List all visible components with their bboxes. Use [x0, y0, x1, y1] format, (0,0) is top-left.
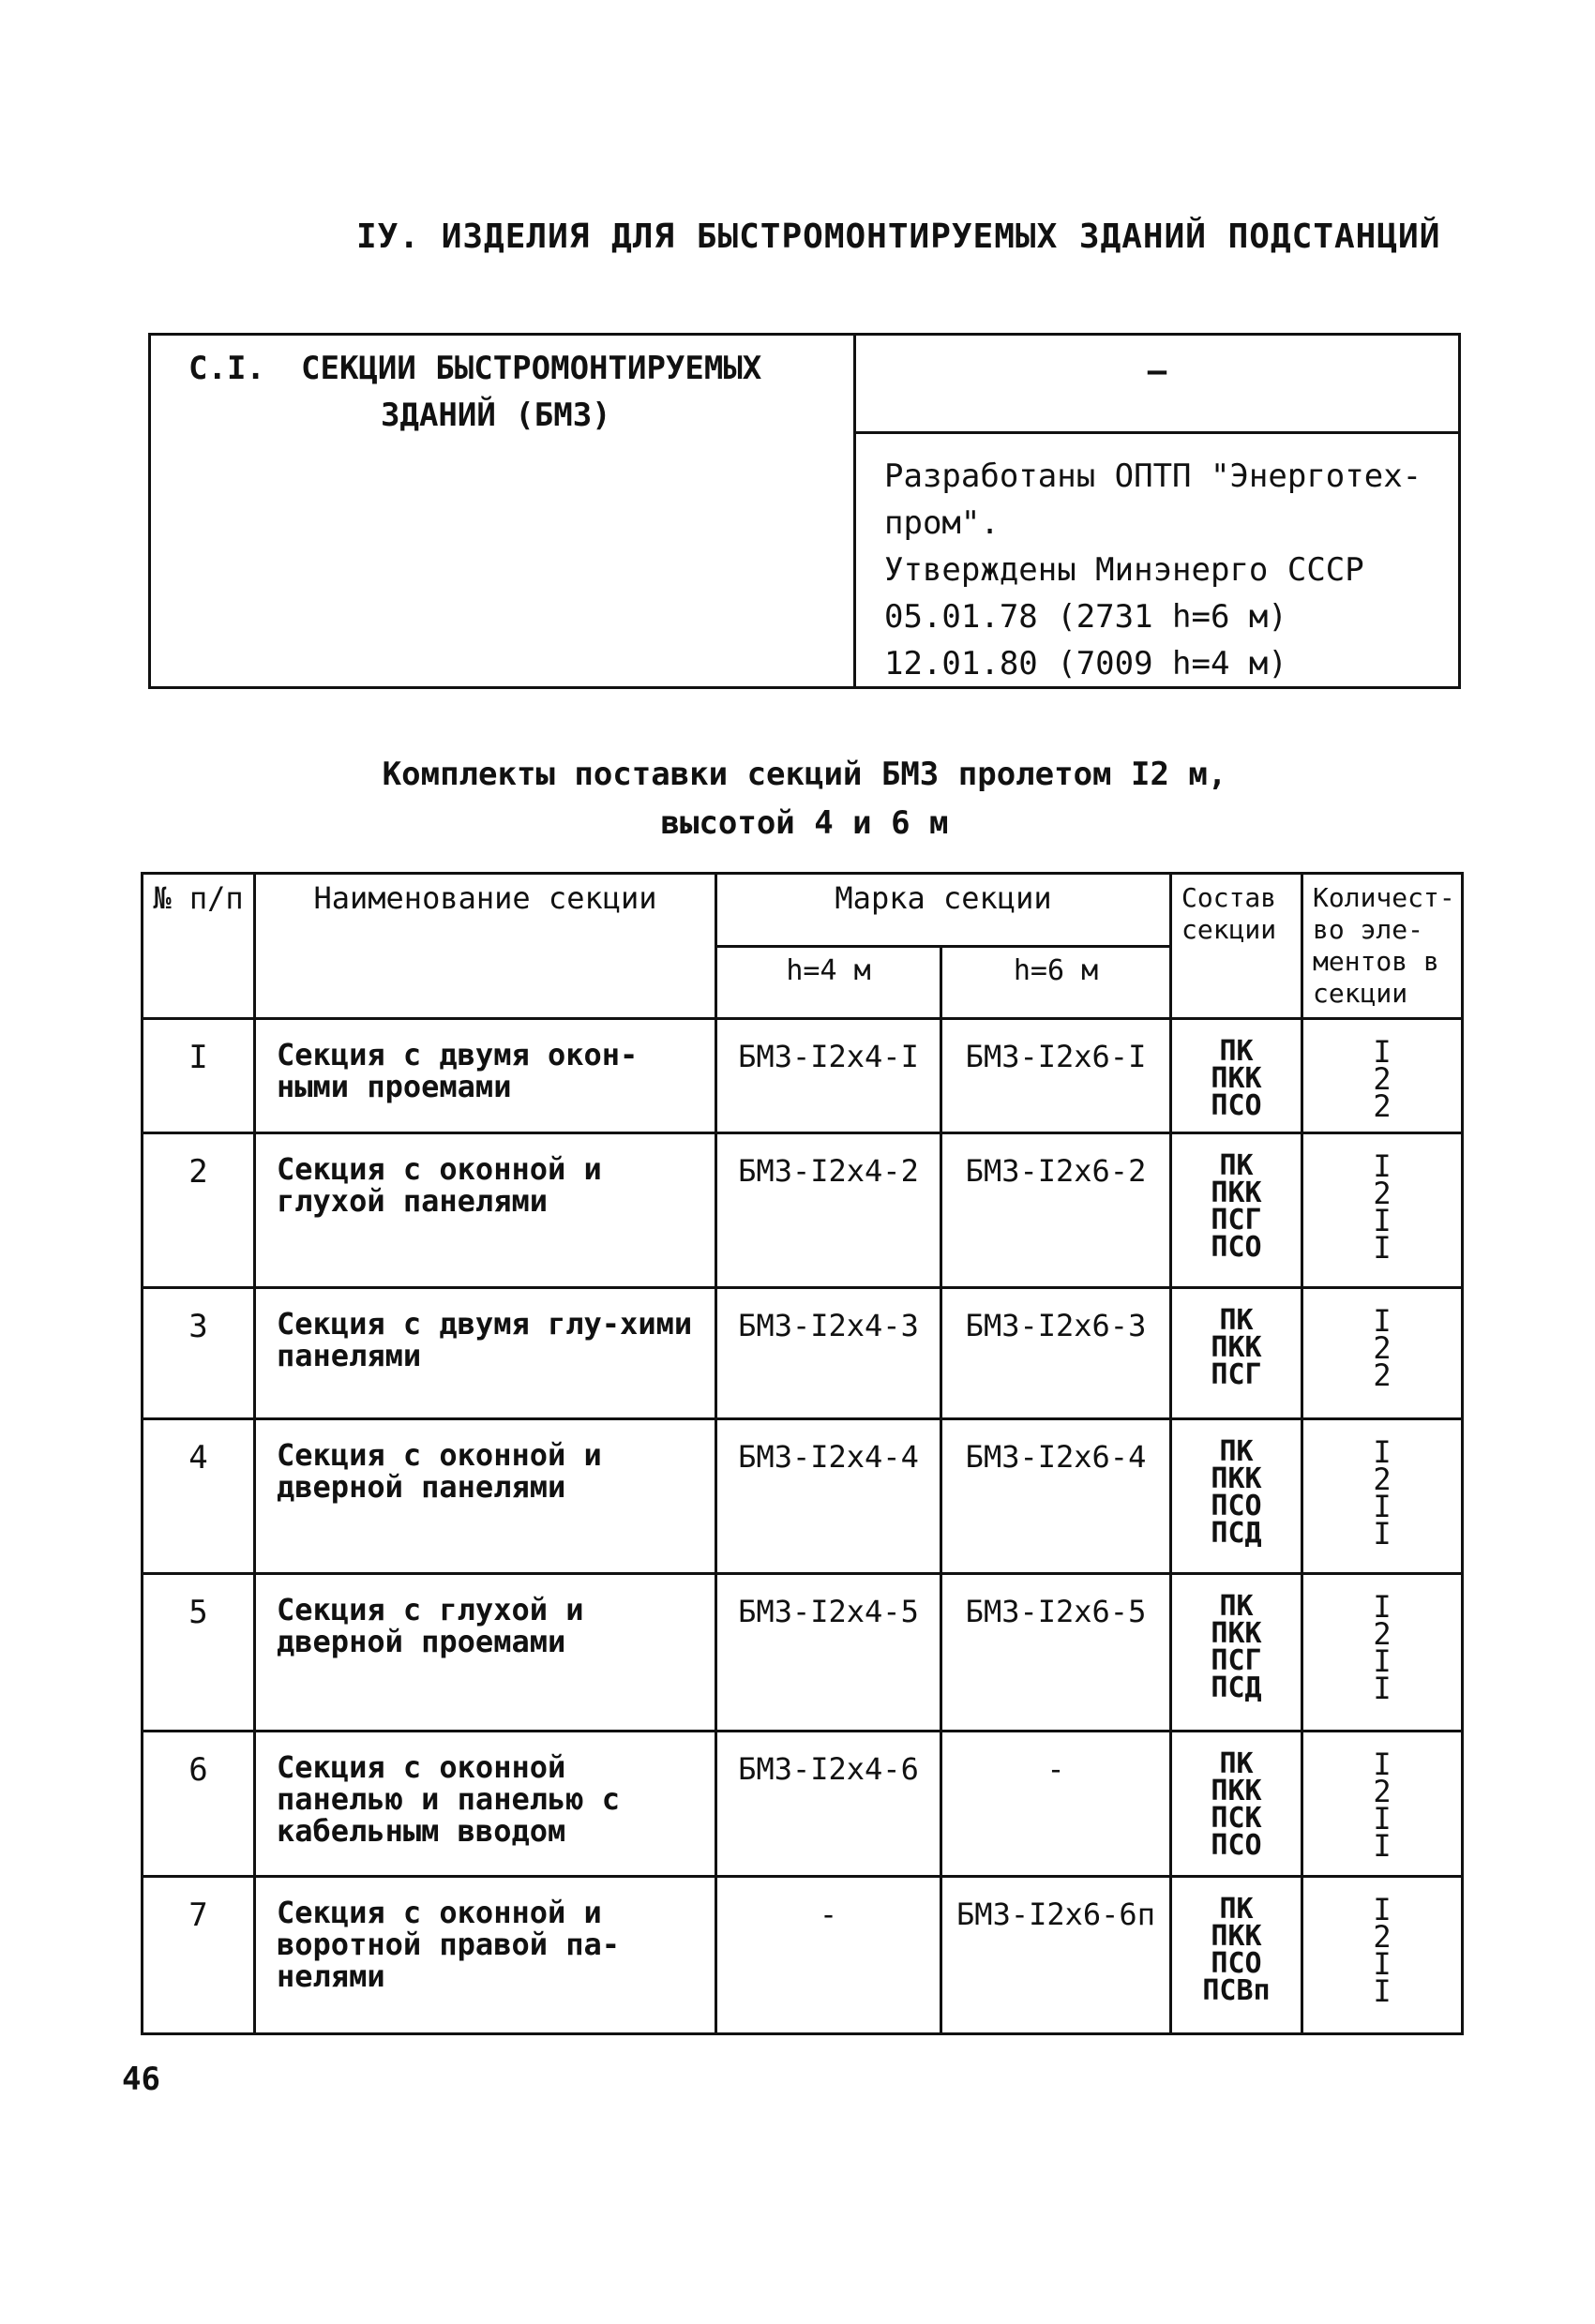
row-num: 5: [143, 1574, 255, 1732]
row-mark-h6: БМЗ-I2х6-4: [941, 1419, 1171, 1574]
quantity-item: 2: [1373, 1088, 1392, 1124]
composition-item: ПК: [1219, 1747, 1254, 1780]
quantity-item: I: [1373, 1801, 1392, 1837]
row-mark-h4: -: [716, 1877, 941, 2034]
row-composition: [1171, 1019, 1302, 1133]
row-num: I: [143, 1019, 255, 1133]
quantity-item: 2: [1373, 1616, 1392, 1652]
quantity-item: 2: [1373, 1061, 1392, 1097]
composition-item: ПКК: [1211, 1062, 1262, 1095]
page-number: 46: [122, 2061, 160, 2098]
quantity-item: I: [1373, 1828, 1392, 1864]
section-name-line1: СЕКЦИИ БЫСТРОМОНТИРУЕМЫХ: [301, 350, 762, 387]
composition-item: ПСГ: [1211, 1204, 1262, 1237]
composition-item: ПСО: [1211, 1490, 1262, 1522]
quantity-item: I: [1373, 1489, 1392, 1524]
row-mark-h6: БМЗ-I2х6-5: [941, 1574, 1171, 1732]
row-name: Секция с оконной и воротной правой па-нелями: [255, 1877, 716, 2034]
quantity-item: I: [1373, 1589, 1392, 1625]
row-name: Секция с оконной и дверной панелями: [255, 1419, 716, 1574]
header-mark-h4: h=4 м: [716, 946, 941, 1019]
quantity-item: 2: [1373, 1462, 1392, 1497]
composition-item: ПК: [1219, 1149, 1254, 1182]
quantity-item: I: [1373, 1230, 1392, 1266]
composition-item: ПК: [1219, 1435, 1254, 1468]
dash-mark: —: [1147, 352, 1167, 390]
row-composition: [1171, 1877, 1302, 2034]
row-mark-h6: БМЗ-I2х6-2: [941, 1133, 1171, 1288]
row-num: 3: [143, 1288, 255, 1419]
composition-item: ПКК: [1211, 1775, 1262, 1807]
document-title: IУ. ИЗДЕЛИЯ ДЛЯ БЫСТРОМОНТИРУЕМЫХ ЗДАНИЙ ПОДСТАНЦИЙ: [356, 217, 1441, 256]
header-mark-h6: h=6 м: [941, 946, 1171, 1019]
row-mark-h4: БМЗ-I2х4-3: [716, 1288, 941, 1419]
quantity-item: I: [1373, 1643, 1392, 1679]
quantity-item: I: [1373, 1303, 1392, 1339]
row-composition: [1171, 1419, 1302, 1574]
composition-item: ПСГ: [1211, 1644, 1262, 1677]
row-mark-h6: -: [941, 1732, 1171, 1877]
section-code: С.I.: [188, 350, 265, 387]
header-name: Наименование секции: [255, 874, 716, 1019]
info-box-top-right: [856, 336, 1458, 434]
quantity-item: I: [1373, 1747, 1392, 1782]
table-caption-line2: высотой 4 и 6 м: [660, 804, 949, 842]
row-composition: [1171, 1133, 1302, 1288]
table-row: [143, 1574, 1463, 1732]
row-quantity: [1302, 1019, 1463, 1133]
row-mark-h4: БМЗ-I2х4-I: [716, 1019, 941, 1133]
row-quantity: [1302, 1877, 1463, 2034]
table-caption: [148, 750, 1461, 847]
quantity-item: I: [1373, 1892, 1392, 1927]
info-box: [148, 333, 1461, 689]
quantity-item: I: [1373, 1671, 1392, 1706]
row-name: Секция с двумя окон-ными проемами: [255, 1019, 716, 1133]
row-quantity: [1302, 1288, 1463, 1419]
composition-item: ПСВп: [1202, 1974, 1271, 2007]
table-row: [143, 1133, 1463, 1288]
row-num: 7: [143, 1877, 255, 2034]
row-name: Секция с глухой и дверной проемами: [255, 1574, 716, 1732]
table-row: [143, 1732, 1463, 1877]
quantity-item: I: [1373, 1034, 1392, 1070]
composition-item: ПСО: [1211, 1947, 1262, 1980]
composition-item: ПК: [1219, 1035, 1254, 1068]
table-row: [143, 1419, 1463, 1574]
header-composition: Состав секции: [1171, 874, 1302, 1019]
row-name: Секция с оконной и глухой панелями: [255, 1133, 716, 1288]
composition-item: ПСО: [1211, 1231, 1262, 1264]
quantity-item: 2: [1373, 1357, 1392, 1393]
row-quantity: [1302, 1419, 1463, 1574]
composition-item: ПКК: [1211, 1920, 1262, 1953]
quantity-item: 2: [1373, 1774, 1392, 1809]
section-name-line2: ЗДАНИЙ (БМЗ): [381, 397, 611, 434]
row-quantity: [1302, 1732, 1463, 1877]
quantity-item: I: [1373, 1203, 1392, 1238]
quantity-item: I: [1373, 1148, 1392, 1184]
quantity-item: I: [1373, 1973, 1392, 2009]
row-mark-h4: БМЗ-I2х4-2: [716, 1133, 941, 1288]
quantity-item: I: [1373, 1516, 1392, 1552]
row-mark-h6: БМЗ-I2х6-3: [941, 1288, 1171, 1419]
quantity-item: 2: [1373, 1176, 1392, 1211]
row-mark-h4: БМЗ-I2х4-4: [716, 1419, 941, 1574]
quantity-item: I: [1373, 1946, 1392, 1982]
row-num: 6: [143, 1732, 255, 1877]
sections-table: [141, 872, 1464, 2035]
composition-item: ПСГ: [1211, 1358, 1262, 1391]
composition-item: ПСК: [1211, 1802, 1262, 1835]
composition-item: ПСО: [1211, 1829, 1262, 1862]
row-quantity: [1302, 1133, 1463, 1288]
table-row: [143, 1019, 1463, 1133]
quantity-item: 2: [1373, 1919, 1392, 1955]
approval-line: 05.01.78 (2731 h=6 м): [884, 598, 1287, 636]
info-box-left: [151, 336, 856, 686]
info-box-approval: [856, 434, 1458, 686]
row-quantity: [1302, 1574, 1463, 1732]
row-composition: [1171, 1732, 1302, 1877]
row-name: Секция с оконной панелью и панелью с кабельным вводом: [255, 1732, 716, 1877]
row-mark-h4: БМЗ-I2х4-5: [716, 1574, 941, 1732]
composition-item: ПК: [1219, 1304, 1254, 1337]
row-composition: [1171, 1288, 1302, 1419]
composition-item: ПКК: [1211, 1331, 1262, 1364]
row-mark-h6: БМЗ-I2х6-I: [941, 1019, 1171, 1133]
composition-item: ПСД: [1211, 1517, 1262, 1550]
row-mark-h4: БМЗ-I2х4-6: [716, 1732, 941, 1877]
composition-item: ПК: [1219, 1893, 1254, 1926]
row-composition: [1171, 1574, 1302, 1732]
table-row: [143, 1877, 1463, 2034]
approval-line: пром".: [884, 504, 1000, 542]
quantity-item: I: [1373, 1434, 1392, 1470]
table-caption-line1: Комплекты поставки секций БМЗ пролетом I2 м,: [382, 756, 1227, 793]
composition-item: ПКК: [1211, 1462, 1262, 1495]
table-row: [143, 1288, 1463, 1419]
header-num: № п/п: [143, 874, 255, 1019]
approval-line: Утверждены Минэнерго СССР: [884, 551, 1364, 589]
composition-item: ПСД: [1211, 1672, 1262, 1704]
row-mark-h6: БМЗ-I2х6-6п: [941, 1877, 1171, 2034]
row-name: Секция с двумя глу-хими панелями: [255, 1288, 716, 1419]
header-quantity: Количест-во эле-ментов в секции: [1302, 874, 1463, 1019]
approval-line: 12.01.80 (7009 h=4 м): [884, 645, 1287, 682]
composition-item: ПК: [1219, 1590, 1254, 1623]
row-num: 2: [143, 1133, 255, 1288]
approval-line: Разработаны ОПТП "Энерготех-: [884, 457, 1422, 495]
composition-item: ПКК: [1211, 1177, 1262, 1209]
composition-item: ПСО: [1211, 1089, 1262, 1122]
header-mark: Марка секции: [716, 874, 1171, 947]
row-num: 4: [143, 1419, 255, 1574]
quantity-item: 2: [1373, 1330, 1392, 1366]
composition-item: ПКК: [1211, 1617, 1262, 1650]
